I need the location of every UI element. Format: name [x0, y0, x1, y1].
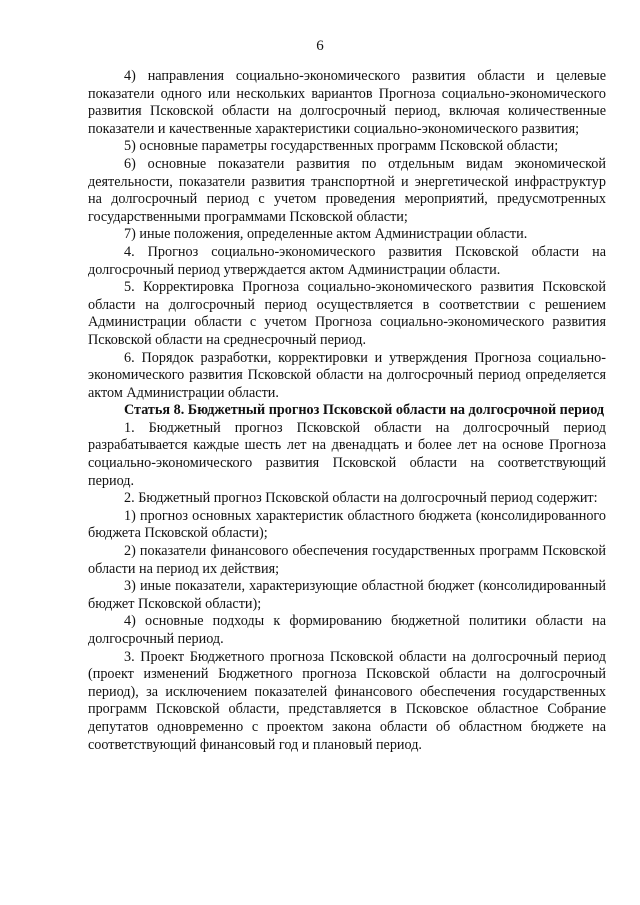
paragraph: 3) иные показатели, характеризующие областной бюджет (консолидированный бюджет Псковской области); — [88, 578, 606, 612]
paragraph: 6. Порядок разработки, корректировки и утверждения Прогноза социально-экономического развития Псковской области на долгосрочный период определяется актом Администрации области. — [88, 349, 606, 401]
document-body — [88, 68, 606, 754]
paragraph: 3. Проект Бюджетного прогноза Псковской области на долгосрочный период (проект изменений Бюджетного прогноза Псковской области на долгосрочный период), за исключением показателей финансового обеспечения государственных программ Псковской области, представляется в Псковское областное Собрание депутатов одновременно с проектом закона области об областном бюджете на соответствующий финансовый год и плановый период. — [88, 648, 606, 753]
paragraph: 1) прогноз основных характеристик областного бюджета (консолидированного бюджета Псковской области); — [88, 507, 606, 542]
paragraph: 2. Бюджетный прогноз Псковской области на долгосрочный период содержит: — [124, 490, 598, 507]
paragraph: 7) иные положения, определенные актом Администрации области. — [124, 226, 528, 243]
page-number: 6 — [316, 38, 324, 54]
article-heading: Статья 8. Бюджетный прогноз Псковской области на долгосрочной период — [124, 402, 605, 419]
paragraph: 6) основные показатели развития по отдельным видам экономической деятельности, показатели развития транспортной и энергетической инфраструктур на долгосрочный период с учетом проведения мероприятий, предусмотренных государственными программами Псковской области; — [88, 155, 606, 225]
paragraph: 1. Бюджетный прогноз Псковской области на долгосрочный период разрабатывается каждые шесть лет на двенадцать и более лет на основе Прогноза социально-экономического развития Псковской области на соответствующий период. — [88, 419, 606, 489]
paragraph: 5. Корректировка Прогноза социально-экономического развития Псковской области на долгосрочный период осуществляется в соответствии с решением Администрации области с учетом Прогноза социально-экономического развития Псковской области на среднесрочный период. — [88, 279, 606, 348]
paragraph: 2) показатели финансового обеспечения государственных программ Псковской области на период их действия; — [88, 543, 606, 577]
paragraph: 4) основные подходы к формированию бюджетной политики области на долгосрочный период. — [88, 613, 606, 647]
paragraph: 4) направления социально-экономического развития области и целевые показатели одного или нескольких вариантов Прогноза социально-экономического развития Псковской области на долгосрочный период, включая количественные показатели и качественные характеристики социально-экономического развития; — [88, 68, 606, 137]
paragraph: 4. Прогноз социально-экономического развития Псковской области на долгосрочный период утверждается актом Администрации области. — [88, 243, 606, 278]
paragraph: 5) основные параметры государственных программ Псковской области; — [124, 138, 559, 155]
